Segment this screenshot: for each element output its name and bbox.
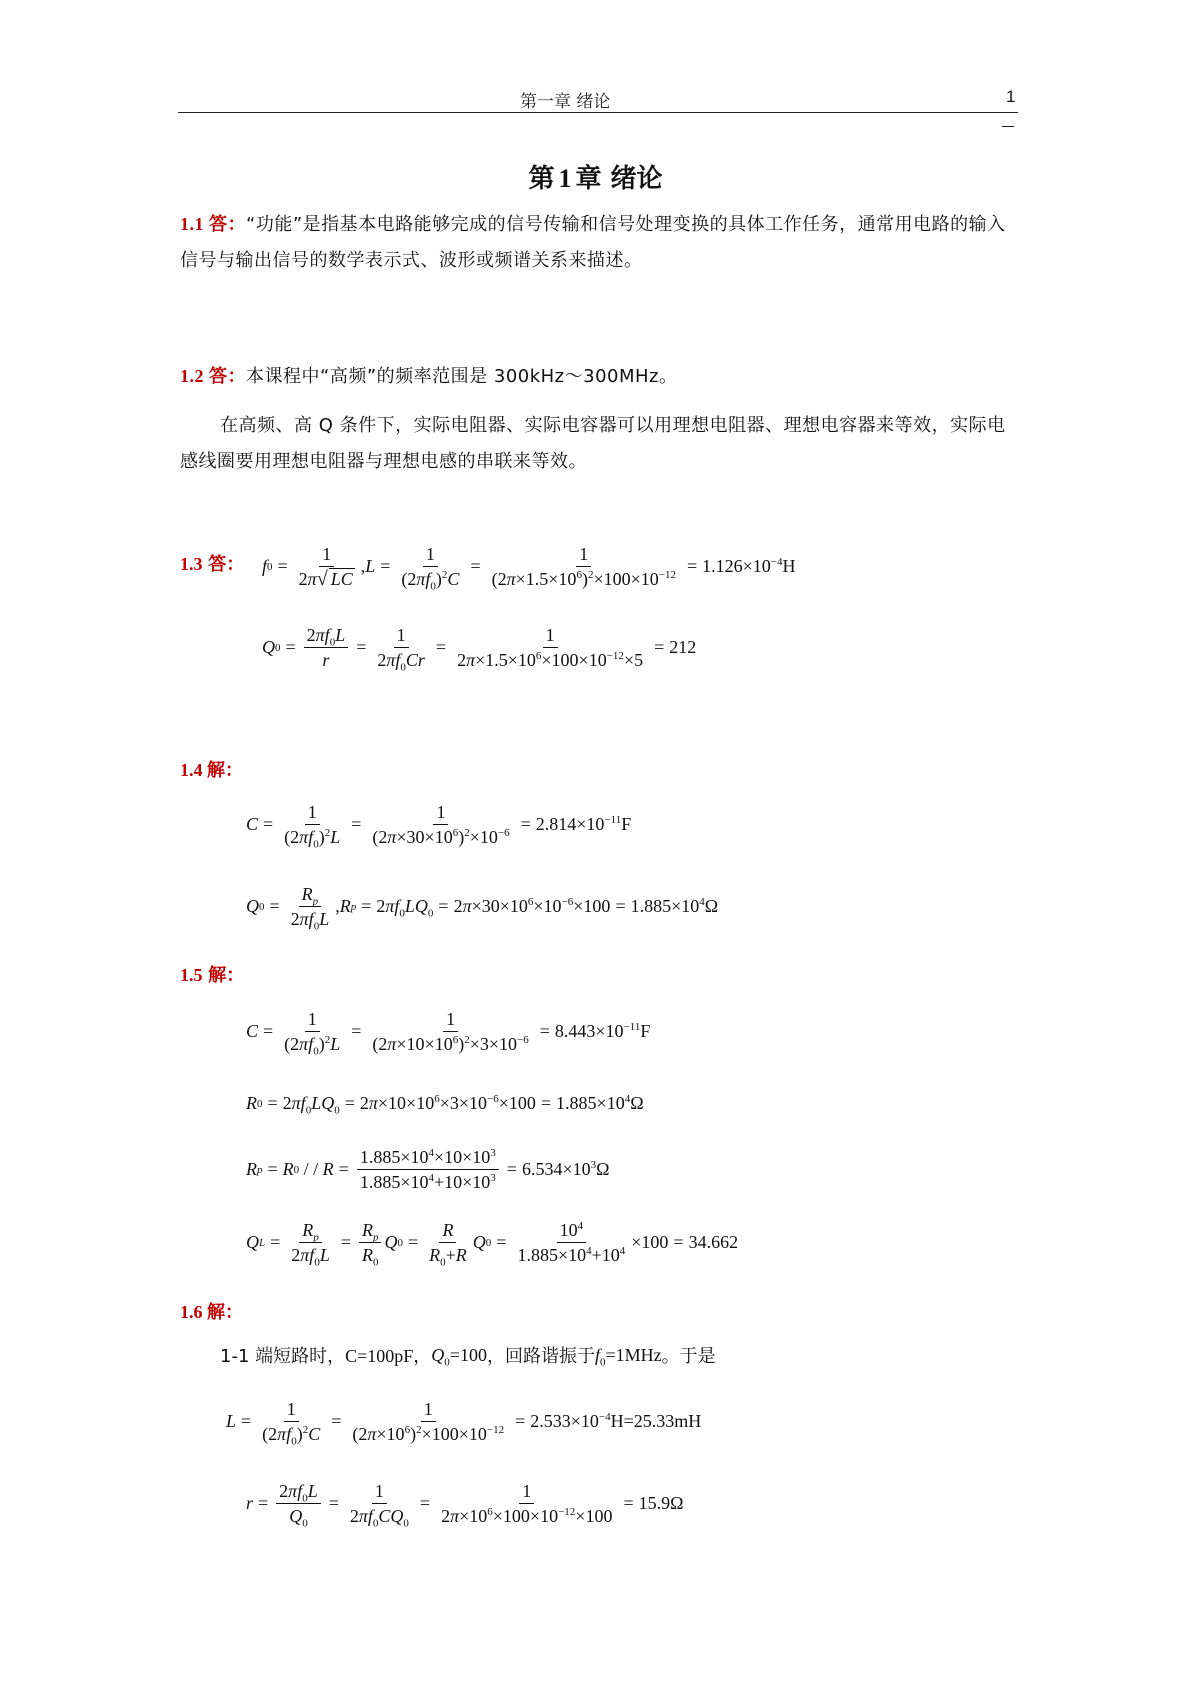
answer-1-2 xyxy=(180,358,1018,395)
page-number: 1 xyxy=(1006,87,1016,106)
answer-1-1-label: 1.1 答： xyxy=(180,214,246,234)
answer-1-2-label: 1.2 答： xyxy=(180,366,246,386)
answer-1-5-label-num: 1.5 xyxy=(180,965,203,985)
chapter-title xyxy=(0,158,1191,195)
answer-1-2-text: 本课程中“高频”的频率范围是 300kHz～300MHz。 xyxy=(246,366,678,387)
chapter-title-prefix: 第 xyxy=(528,164,555,194)
answer-1-5-label xyxy=(180,961,244,987)
answer-1-1-text: “功能”是指基本电路能够完成的信号传输和信号处理变换的具体工作任务，通常用电路的输入信号与输出信号的数学表示式、波形或频谱关系来描述。 xyxy=(180,214,1006,271)
answer-1-6-f0-value: $f_0=1MHz$ xyxy=(594,1344,662,1369)
answer-1-6-q0-value: $Q_0=100$ xyxy=(431,1344,487,1369)
chapter-title-suffix: 章 绪论 xyxy=(575,164,663,194)
answer-1-3-label-num: 1.3 xyxy=(180,554,203,574)
running-header-title: 第一章 绪论 xyxy=(520,92,611,112)
answer-1-2-paragraph-2: 在高频、高 Q 条件下，实际电阻器、实际电容器可以用理想电阻器、理想电容器来等效，实际电感线圈要用理想电阻器与理想电感的串联来等效。 xyxy=(180,415,1006,472)
chapter-title-number: 1 xyxy=(558,164,572,193)
answer-1-4-label-text: 1.4 解： xyxy=(180,760,243,780)
equation-1-6-L: L = $\frac{1}{(2\pi f_0)^2C}$ = $\frac{1}{(2\pi\times 10^6)^2\times 100\times 10^{-12}}$ = $2.533\times 10^{-4}H=25.33mH$ xyxy=(226,1399,702,1448)
equation-1-3-Q0: Q 0 = $\frac{2\pi f_0L}{r}$ = $\frac{1}{2\pi f_0Cr}$ = $\frac{1}{2\pi\times 1.5\times 10^6\times 100\times 10^{-12}\times 5}$ = 212 xyxy=(262,625,697,674)
answer-1-3-label-text: 答： xyxy=(208,554,245,574)
header-dash xyxy=(1002,126,1014,127)
answer-1-5-label-text: 解： xyxy=(208,965,245,985)
answer-1-6-label-text: 1.6 解： xyxy=(180,1302,243,1322)
equation-1-4-C: C = $\frac{1}{(2\pi f_0)^2L}$ = $\frac{1}{(2\pi\times 30\times 10^6)^2\times 10^{-6}}$ = $2.814\times 10^{-11}F$ xyxy=(246,802,632,851)
answer-1-6-text-a: 1-1 端短路时， xyxy=(220,1346,346,1367)
equation-1-5-Rp: R p = R 0 / / R = $\frac{1.885\times 10^4\times 10\times 10^3}{1.885\times 10^4+10\times 10^3}$ = $6.534\times 10^3\Omega$ xyxy=(246,1147,610,1192)
equation-1-6-r: r = $\frac{2\pi f_0L}{Q_0}$ = $\frac{1}{2\pi f_0CQ_0}$ = $\frac{1}{2\pi\times 10^6\times 100\times 10^{-12}\times 100}$ = 15.9Ω xyxy=(246,1481,684,1530)
answer-1-6-text-b: C=100pF， xyxy=(345,1346,432,1366)
equation-1-5-QL: Q L = $\frac{R_p}{2\pi f_0L}$ = $\frac{R_p}{R_0}$ Q 0 = $\frac{R}{R_0+R}$ Q 0 = $\frac{10^4}{1.885\times 10^4+10^4}$ ×100 = 34.662 xyxy=(246,1220,739,1269)
equation-1-4-Q0-Rp: Q 0 = $\frac{R_p}{2\pi f_0L}$ , R p = $2\pi f_0LQ_0$ = $2\pi\times 30\times 10^6\times 10^{-6}\times 100$ = $1.885\times 10^4\Omega$ xyxy=(246,884,719,933)
answer-1-6-text-d: 。于是 xyxy=(661,1346,716,1367)
answer-1-6-text-c: ，回路谐振于 xyxy=(486,1346,595,1367)
equation-1-5-R0: R 0 = $2\pi f_0LQ_0$ = $2\pi\times 10\times 10^6\times 3\times 10^{-6}\times 100$ = $1.885\times 10^4\Omega$ xyxy=(246,1093,644,1117)
equation-1-5-C: C = $\frac{1}{(2\pi f_0)^2L}$ = $\frac{1}{(2\pi\times 10\times 10^6)^2\times 3\times 10^{-6}}$ = $8.443\times 10^{-11}F$ xyxy=(246,1009,651,1058)
equation-1-3-f0-L: f 0 = $\frac{1}{2\pi√ LC}$ , L = $\frac{1}{(2\pi f_0)^2C}$ = $\frac{1}{(2\pi\times 1.5\times 10^6)^2\times 100\times 10^{-12}}$ = $1.126\times 10^{-4}H$ xyxy=(262,544,796,593)
answer-1-6-line-1 xyxy=(220,1342,716,1368)
answer-1-6-label xyxy=(180,1298,243,1324)
answer-1-3-label xyxy=(180,550,244,576)
answer-1-4-label xyxy=(180,756,243,782)
header-rule xyxy=(178,112,1018,113)
answer-1-1 xyxy=(180,206,1018,279)
